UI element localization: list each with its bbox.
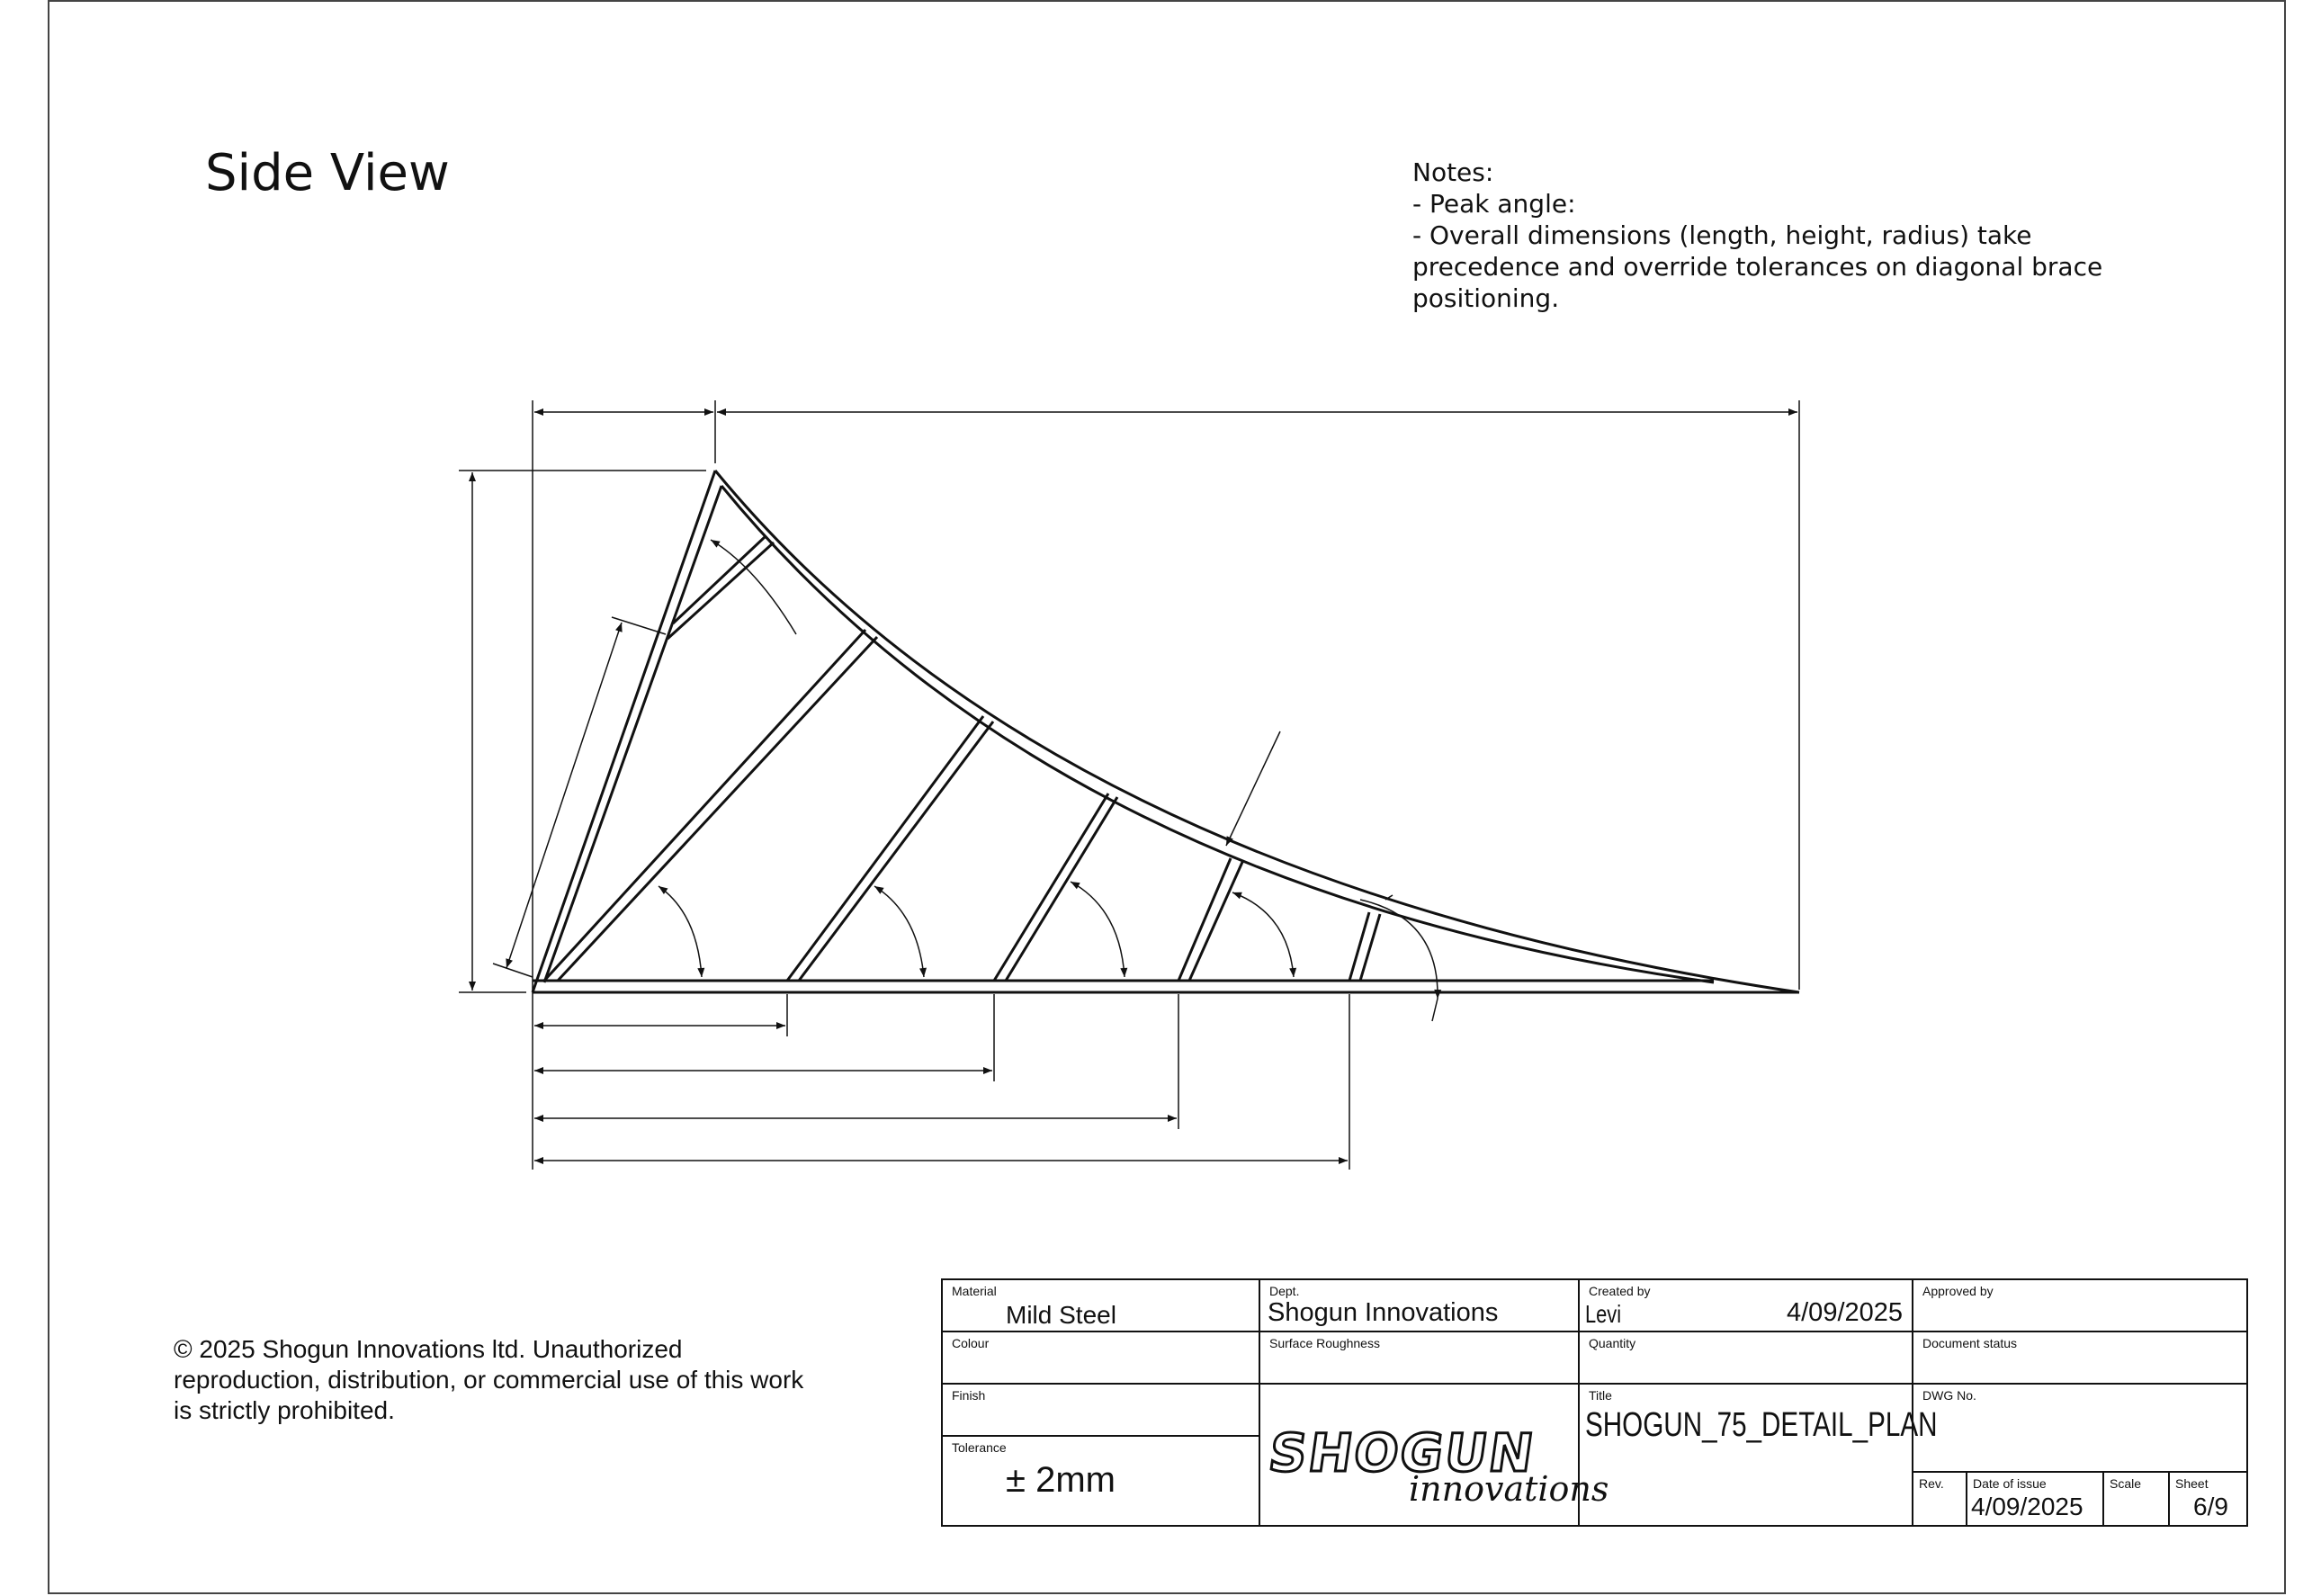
diagonal-brace — [1349, 912, 1369, 981]
diagonal-brace — [1189, 860, 1243, 981]
created-by-label: Created by — [1589, 1284, 1651, 1298]
note-line: precedence and override tolerances on diagonal brace — [1412, 252, 2103, 282]
surface-roughness-cell — [1260, 1332, 1580, 1385]
sheet-value: 6/9 — [2193, 1493, 2228, 1520]
curve-inner — [721, 486, 1714, 982]
scale-cell — [2104, 1473, 2170, 1525]
diagonal-brace — [1006, 797, 1117, 981]
date-of-issue-value: 4/09/2025 — [1971, 1493, 2083, 1520]
diagonal-brace — [1178, 858, 1231, 981]
end-angle-arc — [1360, 900, 1438, 999]
material-label: Material — [952, 1284, 997, 1298]
rev-label: Rev. — [1919, 1476, 1944, 1491]
front-post-inner — [544, 486, 721, 982]
dept-label: Dept. — [1269, 1284, 1300, 1298]
logo-tagline: innovations — [1409, 1469, 1609, 1509]
finish-label: Finish — [952, 1388, 986, 1403]
radius-leader — [1226, 731, 1280, 846]
brace-angle-arc — [1071, 882, 1125, 977]
diagonal-brace — [799, 722, 993, 981]
title-value: SHOGUN_75_DETAIL_PLAN — [1585, 1406, 1938, 1444]
copyright-notice — [174, 1334, 875, 1426]
approved-by-label: Approved by — [1922, 1284, 1994, 1298]
copyright-line: reproduction, distribution, or commercial use of this work — [174, 1366, 804, 1394]
colour-cell — [943, 1332, 1260, 1385]
title-block — [941, 1278, 2248, 1527]
sheet-cell — [2170, 1473, 2246, 1525]
note-line: - Peak angle: — [1412, 189, 1576, 219]
notes-heading: Notes: — [1412, 157, 1494, 187]
end-angle-ext — [1432, 999, 1438, 1021]
date-of-issue-cell — [1967, 1473, 2104, 1525]
date-of-issue-label: Date of issue — [1973, 1476, 2047, 1491]
document-status-label: Document status — [1922, 1336, 2018, 1350]
tolerance-label: Tolerance — [952, 1440, 1007, 1455]
tolerance-value: ± 2mm — [1006, 1460, 1116, 1500]
copyright-line: © 2025 Shogun Innovations ltd. Unauthorized — [174, 1335, 683, 1363]
material-value: Mild Steel — [1006, 1301, 1116, 1329]
sheet-label: Sheet — [2175, 1476, 2209, 1491]
created-date-value: 4/09/2025 — [1787, 1298, 1904, 1327]
diagonal-brace — [544, 630, 865, 981]
rev-cell — [1913, 1473, 1967, 1525]
view-title: Side View — [205, 144, 450, 202]
title-label: Title — [1589, 1388, 1612, 1403]
copyright-line: is strictly prohibited. — [174, 1396, 395, 1424]
extension-line — [612, 617, 666, 634]
scale-label: Scale — [2110, 1476, 2142, 1491]
front-post-outer — [533, 471, 715, 992]
surface-roughness-label: Surface Roughness — [1269, 1336, 1380, 1350]
extension-line — [493, 964, 533, 977]
created-by-value: Levi — [1585, 1300, 1622, 1328]
finish-cell — [943, 1385, 1260, 1437]
dept-cell — [1260, 1280, 1580, 1332]
curve-outer — [715, 471, 1799, 992]
diagonal-brace — [787, 716, 983, 981]
logo-wordmark: SHOGUN — [1265, 1422, 1539, 1484]
tolerance-cell — [943, 1437, 1260, 1525]
colour-label: Colour — [952, 1336, 990, 1350]
diagonal-brace — [1360, 914, 1380, 981]
dept-value: Shogun Innovations — [1268, 1298, 1499, 1327]
quantity-cell — [1580, 1332, 1913, 1385]
created-by-cell — [1580, 1280, 1913, 1332]
shogun-innovations-logo — [1265, 1422, 1609, 1521]
note-line: - Overall dimensions (length, height, radius) take — [1412, 220, 2032, 250]
brace-angle-arc — [874, 886, 924, 977]
diagonal-brace — [994, 794, 1108, 981]
approved-by-cell — [1913, 1280, 2246, 1332]
note-line: positioning. — [1412, 283, 1560, 313]
quantity-label: Quantity — [1589, 1336, 1636, 1350]
dwg-no-cell — [1913, 1385, 2246, 1473]
brace-angle-arc — [1232, 892, 1294, 977]
dwg-no-label: DWG No. — [1922, 1388, 1976, 1403]
material-cell — [943, 1280, 1260, 1332]
document-status-cell — [1913, 1332, 2246, 1385]
brace-angle-arc — [659, 886, 702, 977]
